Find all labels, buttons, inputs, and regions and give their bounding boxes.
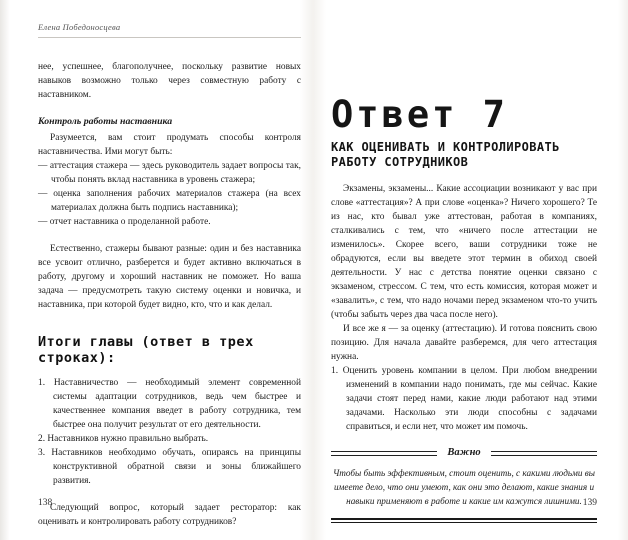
left-page-body [38,60,301,529]
important-text: Чтобы быть эффективным, стоит оценить, с какими людьми вы имеете дело, что они умеют, как они это делают, какие знания и навыки применяют в работе и какие им кажутся лишними. [332,468,596,506]
paragraph: И все же я — за оценку (аттестацию). И готова пояснить свою позицию. Для начала давайте разберемся, для чего аттестация нужна. [331,324,597,362]
numbered-item: 1. Оценить уровень компании в целом. При любом внедрении изменений в компании надо понимать, где мы сейчас. Какие задачи стоят перед нами, какие люди работают над этими задачами. Насколько эти люди способны с задачами справиться, и если нет, что может им помочь. [331,366,597,432]
page-number-right: 139 [582,498,597,508]
section-intro: Разумеется, вам стоит продумать способы контроля наставничества. Ими могут быть: [38,133,301,157]
important-rule-left [331,451,437,456]
important-callout-header [331,446,597,460]
summary-heading: Итоги главы (ответ в трех строках): [38,334,254,366]
paragraph: Естественно, стажеры бывают разные: один и без наставника все усвоит отлично, разберется и будет активно включаться в работу, другому и хороший наставник не поможет. Но ваша задача — предусмотреть такую систему оценки и новичка, и наставника, при которой будет видно, кто, что и как делал. [38,244,301,310]
summary-item: 3. Наставников необходимо обучать, опираясь на принципы конструктивной обратной связи и зоны ближайшего развития. [38,448,301,486]
right-page [331,0,597,540]
chapter-subtitle: КАК ОЦЕНИВАТЬ И КОНТРОЛИРОВАТЬ РАБОТУ СОТРУДНИКОВ [331,140,560,169]
bullet-item: — аттестация стажера — здесь руководитель задает вопросы так, чтобы понять вклад наставника в уровень стажера; [38,161,301,185]
section-heading: Контроль работы наставника [38,116,173,127]
important-closing-rule [331,518,597,523]
closing-paragraph: Следующий вопрос, который задает ресторатор: как оценивать и контролировать работу сотрудников? [38,503,301,527]
important-label: Важно [447,447,481,458]
bullet-item: — отчет наставника о проделанной работе. [38,217,211,227]
bullet-item: — оценка заполнения рабочих материалов стажера (на всех материалах должна быть подпись наставника); [38,189,301,213]
paragraph: Экзамены, экзамены... Какие ассоциации возникают у вас при слове «аттестация»? А при слове «оценка»? Ничего хорошего? Те из нас, кто бывал уже аттестован, работая в компаниях, сталкивались с тем, что «ничего после аттестации не изменилось». Скорее всего, ваши сотрудники тоже не обрадуются, если вы введете этот термин в обиход своей деятельности. У нас с детства понятие оценки связано с экзаменом, стрессом. С тем, что есть комиссия, которая может и «завалить», с тем, что надо ночами перед экзаменом что-то учить (чтобы забыть через два часа после него). [331,184,597,320]
chapter-title: Ответ 7 [331,93,508,136]
summary-item: 1. Наставничество — необходимый элемент современной системы адаптации сотрудников, ведь чем быстрее и качественнее компания введет в работу сотрудника, тем быстрее она получит результат от его деятельности. [38,378,301,430]
right-page-body [331,182,597,523]
important-rule-right [491,451,597,456]
summary-item: 2. Наставников нужно правильно выбрать. [38,434,209,444]
paragraph-continuation: нее, успешнее, благополучнее, поскольку развитие новых навыков возможно только через совместную работу с наставником. [38,62,301,100]
left-page [38,0,301,540]
running-header: Елена Победоносцева [38,22,121,32]
page-number-left: 138 [38,498,53,508]
running-header-rule [38,37,301,38]
